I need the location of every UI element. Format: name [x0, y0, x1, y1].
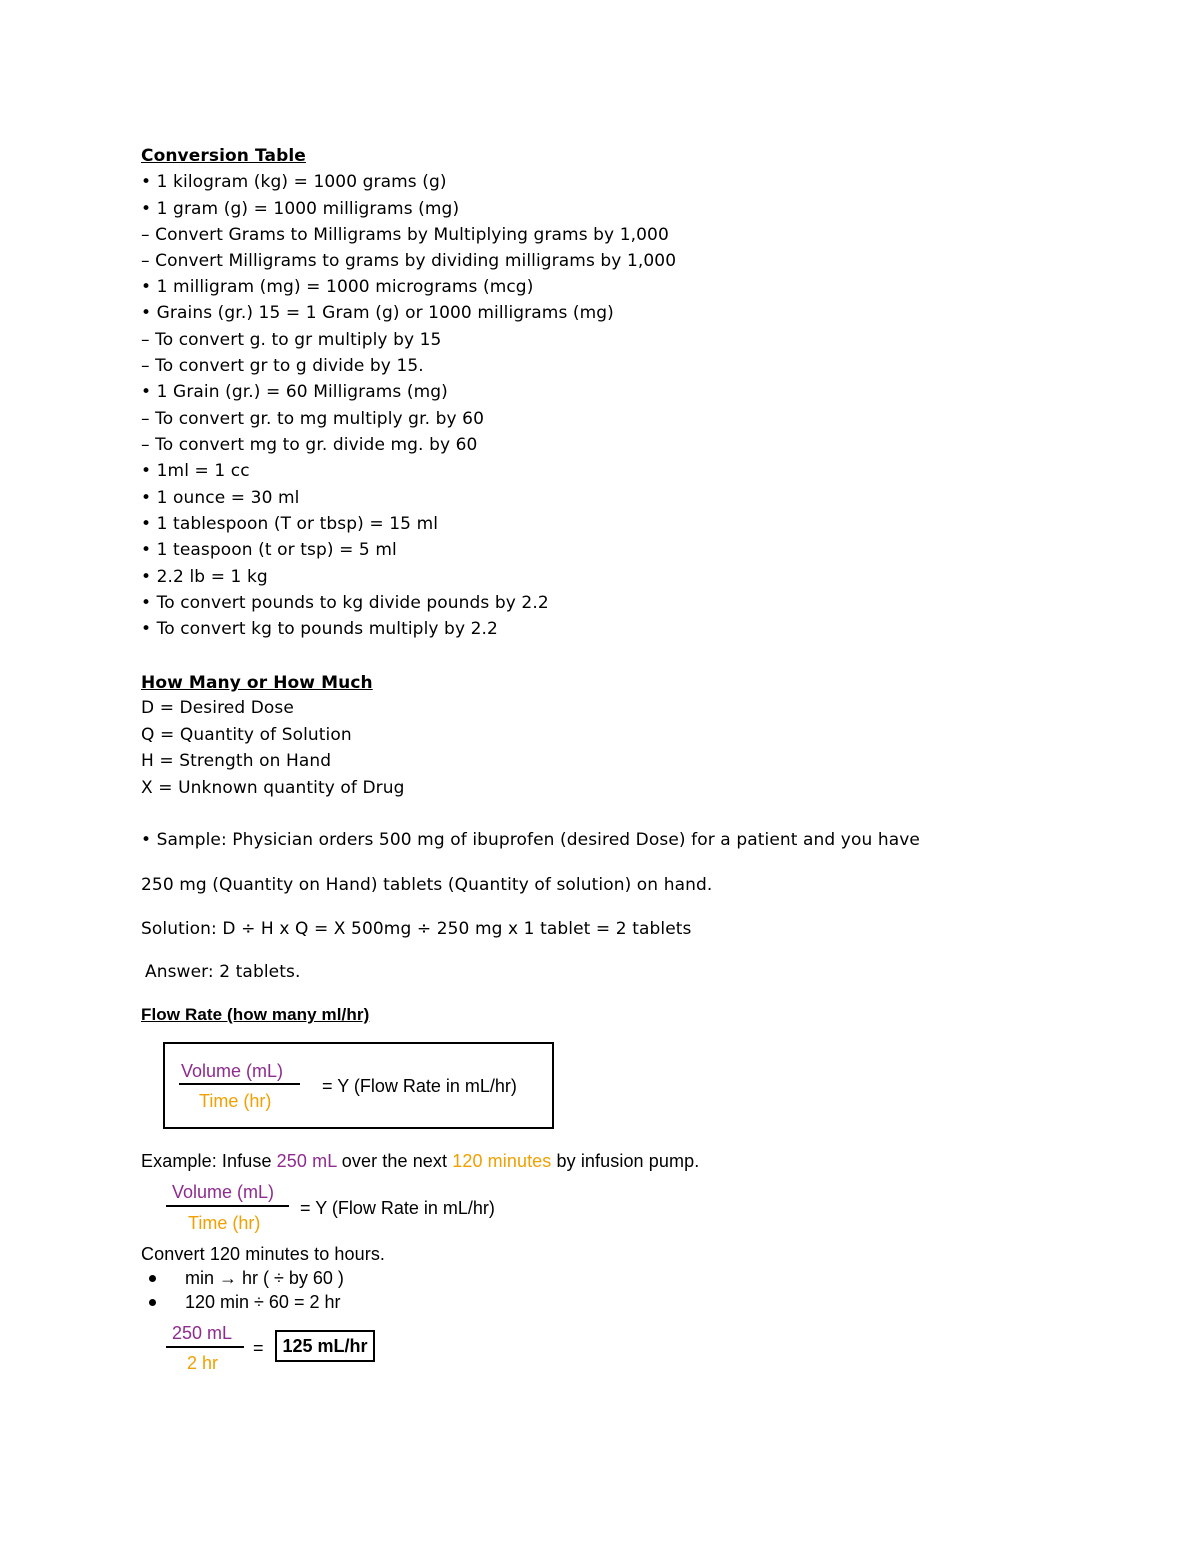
example-time: 120 minutes: [452, 1151, 552, 1171]
conversion-line: • 1 tablespoon (T or tbsp) = 15 ml: [141, 514, 439, 534]
conversion-line: • 1 ounce = 30 ml: [141, 488, 300, 508]
convert-bullet: min → hr ( ÷ by 60 ): [185, 1268, 344, 1288]
conversion-line: – Convert Grams to Milligrams by Multiplying grams by 1,000: [141, 225, 669, 245]
conversion-line: • 1 teaspoon (t or tsp) = 5 ml: [141, 540, 397, 560]
conversion-line: • 1 gram (g) = 1000 milligrams (mg): [141, 199, 460, 219]
definition-line: Q = Quantity of Solution: [141, 725, 352, 745]
example-line: Example: Infuse 250 mL over the next 120 minutes by infusion pump.: [141, 1151, 700, 1171]
formula-denominator: Time (hr): [199, 1091, 272, 1111]
bullet-dot: [149, 1275, 156, 1282]
solution-line: Solution: D ÷ H x Q = X 500mg ÷ 250 mg x 1 tablet = 2 tablets: [141, 919, 692, 939]
formula2-result: = Y (Flow Rate in mL/hr): [300, 1198, 495, 1218]
flow-rate-heading: Flow Rate (how many ml/hr): [141, 1005, 370, 1024]
conversion-line: • To convert kg to pounds multiply by 2.2: [141, 619, 498, 639]
conversion-heading: Conversion Table: [141, 146, 306, 166]
answer-line: Answer: 2 tablets.: [145, 962, 301, 982]
conversion-line: • Grains (gr.) 15 = 1 Gram (g) or 1000 milligrams (mg): [141, 303, 614, 323]
conversion-line: – To convert gr to g divide by 15.: [141, 356, 424, 376]
convert-bullet: 120 min ÷ 60 = 2 hr: [185, 1292, 341, 1312]
final-answer-box: 125 mL/hr: [275, 1330, 375, 1362]
formula2-denominator: Time (hr): [188, 1213, 261, 1233]
conversion-line: • 2.2 lb = 1 kg: [141, 567, 268, 587]
example-volume: 250 mL: [276, 1151, 337, 1171]
formula-result: = Y (Flow Rate in mL/hr): [322, 1076, 517, 1096]
conversion-line: – To convert g. to gr multiply by 15: [141, 330, 442, 350]
sample-line: • Sample: Physician orders 500 mg of ibuprofen (desired Dose) for a patient and you have: [141, 830, 920, 850]
conversion-line: – Convert Milligrams to grams by dividing milligrams by 1,000: [141, 251, 677, 271]
fraction-bar: [166, 1205, 289, 1207]
conversion-line: • 1 milligram (mg) = 1000 micrograms (mcg): [141, 277, 534, 297]
conversion-line: • 1 Grain (gr.) = 60 Milligrams (mg): [141, 382, 448, 402]
fraction-bar: [166, 1346, 244, 1348]
final-denominator: 2 hr: [187, 1353, 219, 1373]
conversion-line: • 1 kilogram (kg) = 1000 grams (g): [141, 172, 447, 192]
definition-line: D = Desired Dose: [141, 698, 294, 718]
definition-line: H = Strength on Hand: [141, 751, 332, 771]
final-equals: =: [253, 1338, 264, 1358]
conversion-line: – To convert mg to gr. divide mg. by 60: [141, 435, 478, 455]
formula2-numerator: Volume (mL): [172, 1182, 275, 1202]
definition-line: X = Unknown quantity of Drug: [141, 778, 405, 798]
conversion-line: • To convert pounds to kg divide pounds by 2.2: [141, 593, 549, 613]
conversion-line: • 1ml = 1 cc: [141, 461, 250, 481]
final-numerator: 250 mL: [172, 1323, 233, 1343]
flow-rate-formula-box: [163, 1042, 554, 1129]
sample-line: 250 mg (Quantity on Hand) tablets (Quantity of solution) on hand.: [141, 875, 713, 895]
convert-text: Convert 120 minutes to hours.: [141, 1244, 386, 1264]
formula-numerator: Volume (mL): [181, 1061, 284, 1081]
how-many-heading: How Many or How Much: [141, 673, 373, 693]
conversion-line: – To convert gr. to mg multiply gr. by 60: [141, 409, 484, 429]
fraction-bar: [179, 1083, 300, 1085]
bullet-dot: [149, 1299, 156, 1306]
